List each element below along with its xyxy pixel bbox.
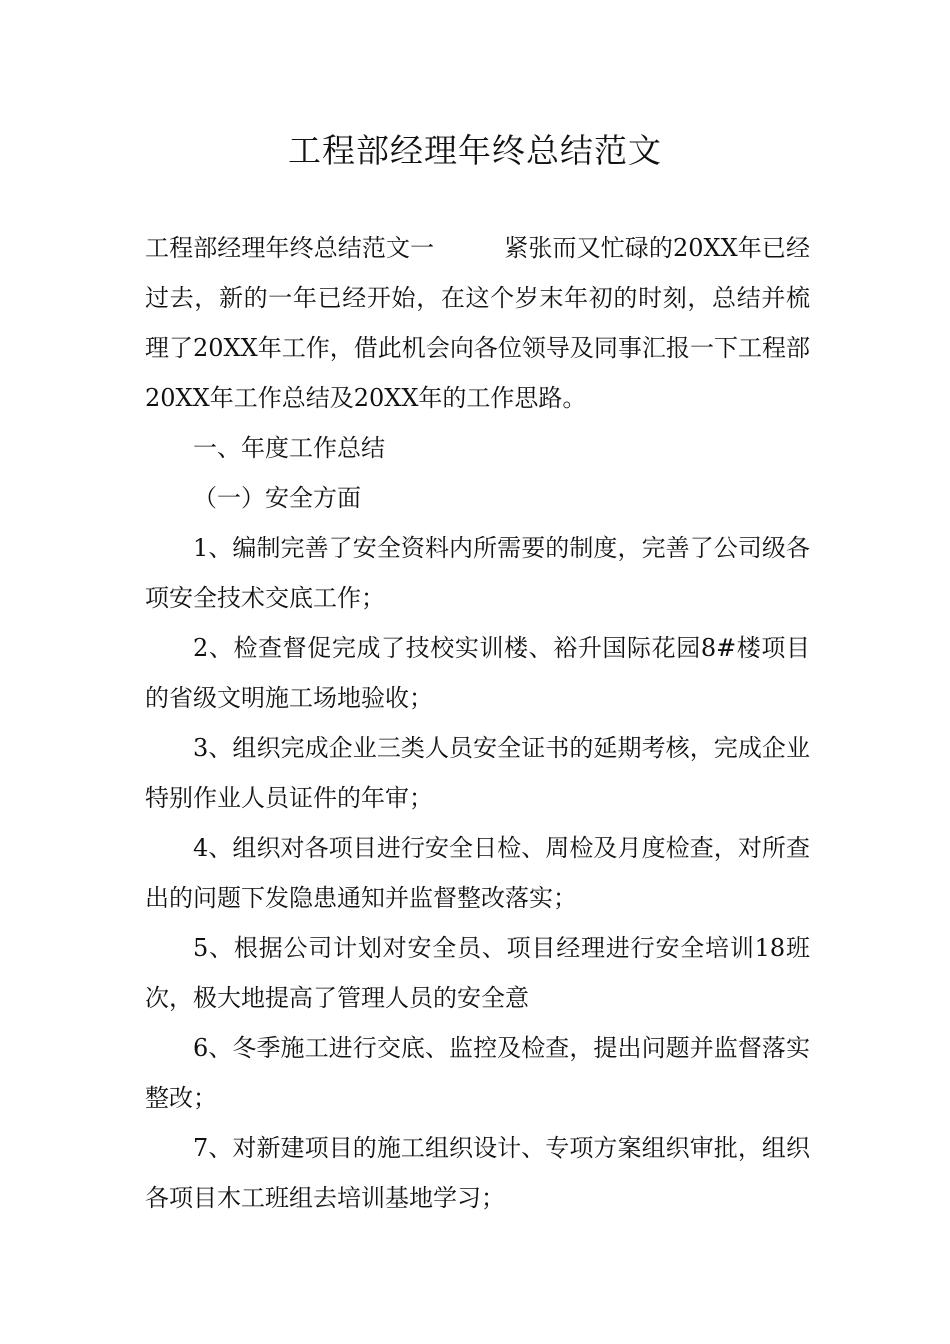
document-title: 工程部经理年终总结范文: [288, 131, 662, 170]
list-item-7: 7、对新建项目的施工组织设计、专项方案组织审批，组织各项目木工班组去培训基地学习；: [145, 1134, 810, 1212]
intro-paragraph: [145, 223, 810, 423]
list-item-6: 6、冬季施工进行交底、监控及检查，提出问题并监督落实整改；: [145, 1034, 810, 1112]
document-body: [145, 223, 810, 1223]
list-item-3: 3、组织完成企业三类人员安全证书的延期考核，完成企业特别作业人员证件的年审；: [145, 734, 810, 812]
intro-lead: 工程部经理年终总结范文一: [145, 234, 435, 262]
subsection-heading: （一）安全方面: [193, 484, 361, 512]
section-heading: 一、年度工作总结: [193, 434, 385, 462]
list-item-1: 1、编制完善了安全资料内所需要的制度，完善了公司级各项安全技术交底工作；: [145, 534, 810, 612]
list-item-4: 4、组织对各项目进行安全日检、周检及月度检查，对所查出的问题下发隐患通知并监督整改落实；: [145, 834, 810, 912]
intro-text: 紧张而又忙碌的20XX年已经过去，新的一年已经开始，在这个岁末年初的时刻，总结并梳理了20XX年工作，借此机会向各位领导及同事汇报一下工程部20XX年工作总结及20XX年的工作思路。: [145, 234, 811, 412]
list-item-5: 5、根据公司计划对安全员、项目经理进行安全培训18班次，极大地提高了管理人员的安全意: [145, 934, 810, 1012]
list-item-2: 2、检查督促完成了技校实训楼、裕升国际花园8#楼项目的省级文明施工场地验收；: [145, 634, 810, 712]
